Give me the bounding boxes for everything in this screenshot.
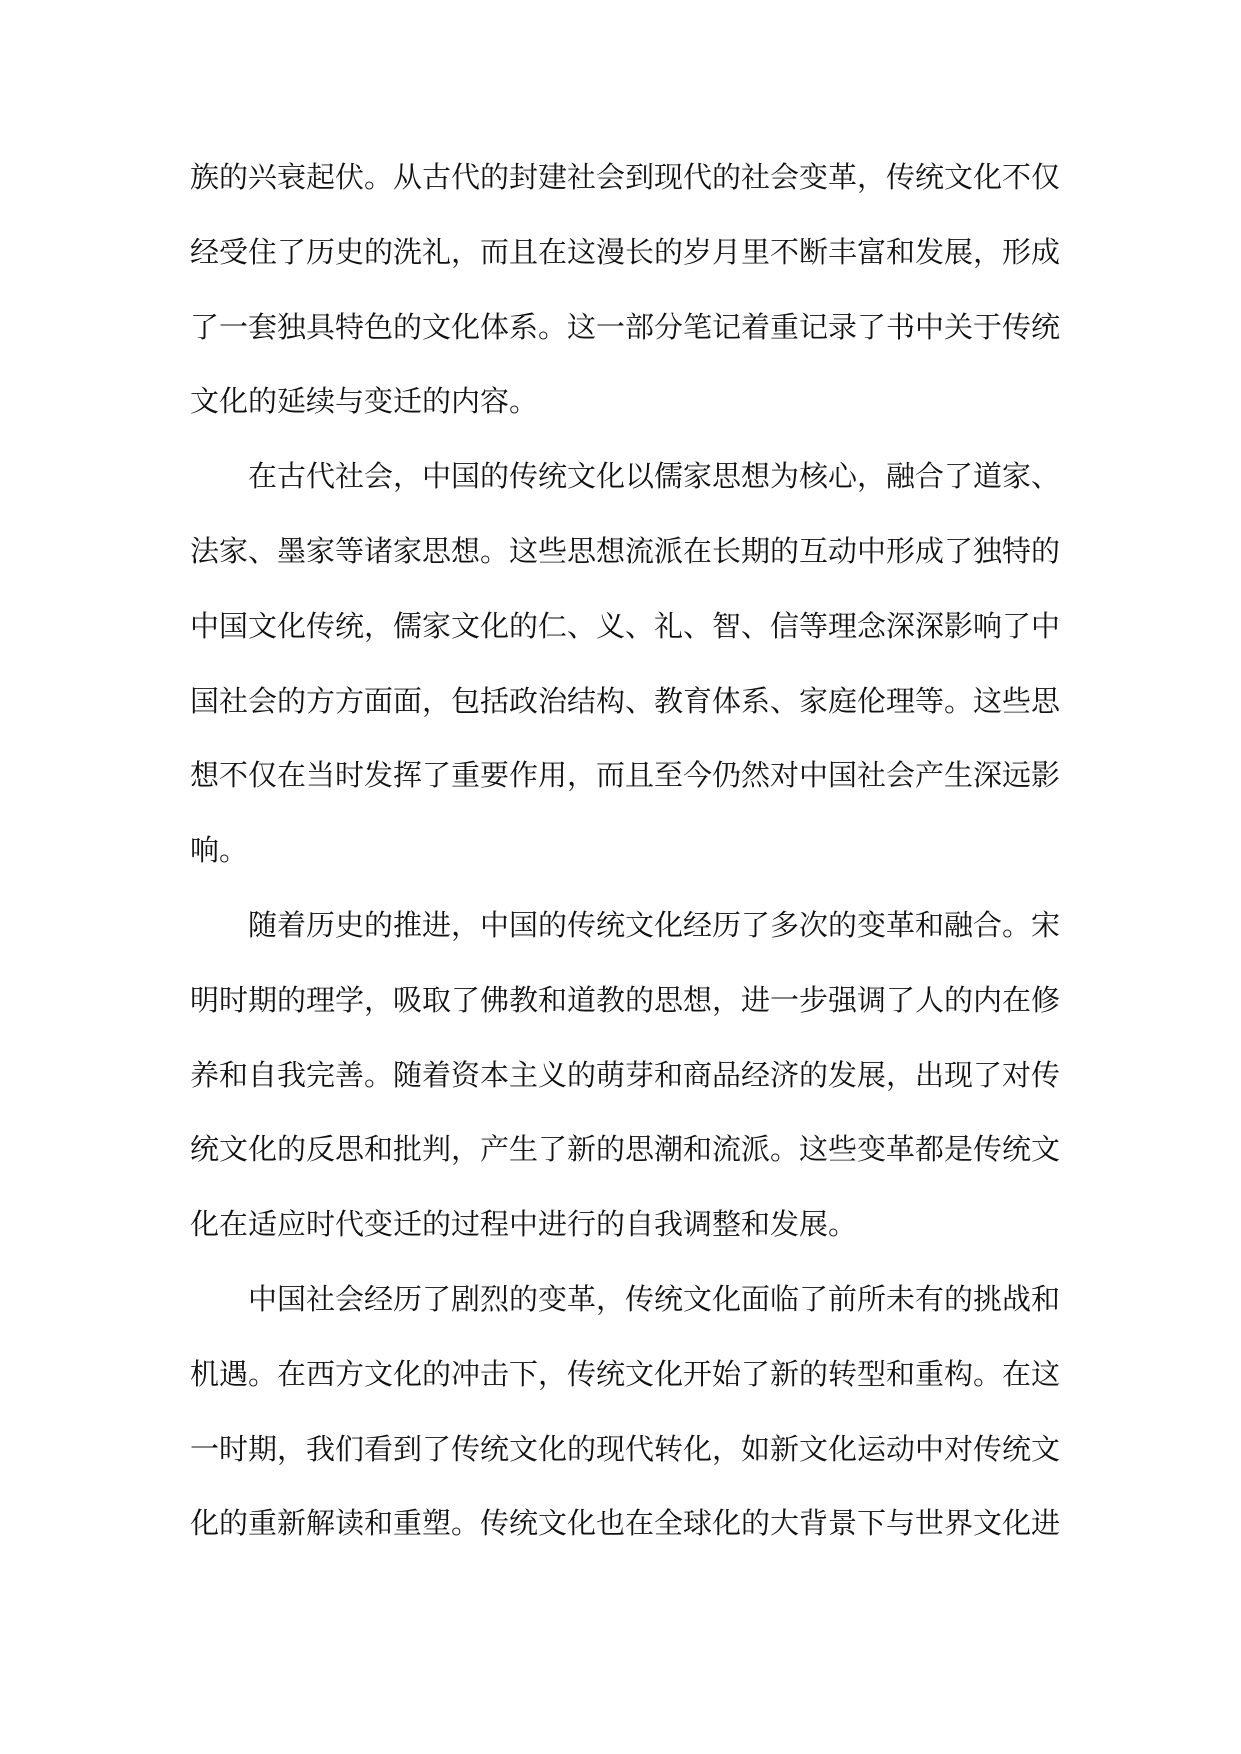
text-line: 中国文化传统，儒家文化的仁、义、礼、智、信等理念深深影响了中 (190, 608, 1061, 643)
text-line: 文化的延续与变迁的内容。 (190, 384, 539, 419)
text-line: 响。 (190, 833, 249, 868)
text-line: 族的兴衰起伏。从古代的封建社会到现代的社会变革，传统文化不仅 (190, 160, 1061, 194)
text-line: 化的重新解读和重塑。传统文化也在全球化的大背景下与世界文化进 (190, 1506, 1061, 1541)
text-line: 在古代社会，中国的传统文化以儒家思想为核心，融合了道家、 (248, 459, 1061, 494)
text-line: 统文化的反思和批判，产生了新的思潮和流派。这些变革都是传统文 (190, 1132, 1061, 1167)
text-line: 养和自我完善。随着资本主义的萌芽和商品经济的发展，出现了对传 (190, 1057, 1061, 1092)
text-line: 明时期的理学，吸取了佛教和道教的思想，进一步强调了人的内在修 (190, 982, 1061, 1017)
text-line: 化在适应时代变迁的过程中进行的自我调整和发展。 (190, 1207, 858, 1242)
text-line: 国社会的方方面面，包括政治结构、教育体系、家庭伦理等。这些思 (190, 683, 1061, 718)
text-line: 法家、墨家等诸家思想。这些思想流派在长期的互动中形成了独特的 (190, 533, 1061, 568)
text-line: 想不仅在当时发挥了重要作用，而且至今仍然对中国社会产生深远影 (190, 758, 1061, 793)
text-line: 机遇。在西方文化的冲击下，传统文化开始了新的转型和重构。在这 (190, 1356, 1061, 1391)
paragraph-1 (190, 140, 1070, 439)
text-line: 经受住了历史的洗礼，而且在这漫长的岁月里不断丰富和发展，形成 (190, 234, 1061, 269)
text-line: 一时期，我们看到了传统文化的现代转化，如新文化运动中对传统文 (190, 1431, 1061, 1466)
body-text (190, 140, 1070, 1561)
text-line: 了一套独具特色的文化体系。这一部分笔记着重记录了书中关于传统 (190, 309, 1061, 344)
paragraph-4 (190, 1262, 1070, 1561)
text-line: 随着历史的推进，中国的传统文化经历了多次的变革和融合。宋 (248, 907, 1061, 942)
paragraph-3 (190, 888, 1070, 1262)
paragraph-2 (190, 439, 1070, 888)
text-line: 中国社会经历了剧烈的变革，传统文化面临了前所未有的挑战和 (248, 1281, 1061, 1316)
